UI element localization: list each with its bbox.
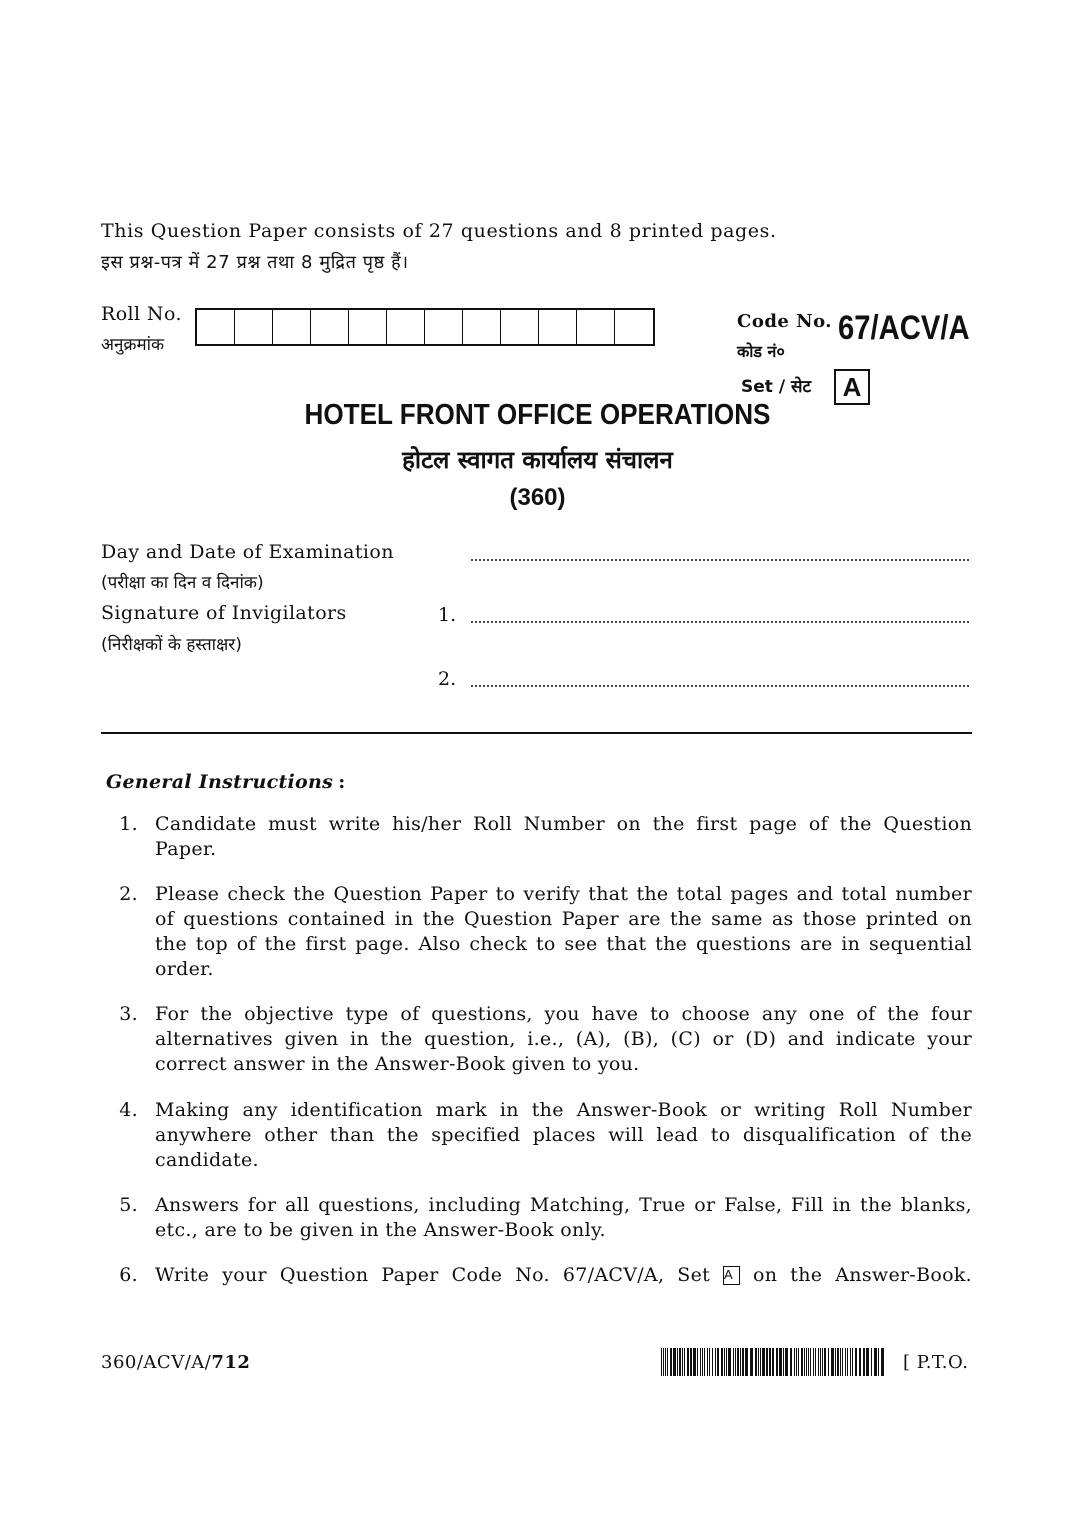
instructions-heading-colon: : [338,771,346,793]
roll-digit-box[interactable] [349,310,387,344]
barcode-bar [847,1348,848,1376]
barcode-bar [758,1348,759,1376]
subject-title-en: HOTEL FRONT OFFICE OPERATIONS [304,399,771,431]
barcode-bar [808,1348,809,1376]
instruction-text: For the objective type of questions, you have to choose any one of the four alternatives given in the question, i.e., (A), (B), (C) or (D) and indicate your correct answer in the Answer-Book given to you. [155,1003,972,1075]
code-label-hi: कोड नं० [737,342,785,361]
roll-number-boxes[interactable] [195,308,655,346]
roll-label-en: Roll No. [101,303,182,325]
exam-date-label-en: Day and Date of Examination [101,541,394,563]
barcode-bar [818,1348,819,1376]
barcode-bar [845,1348,846,1376]
barcode-bar [798,1348,799,1376]
barcode-bar [769,1348,771,1376]
barcode-bar [707,1348,708,1376]
paper-info-en: This Question Paper consists of 27 questions and 8 printed pages. [101,220,777,242]
barcode-bar [682,1348,683,1376]
invigilator-2-sign-field[interactable] [471,685,969,687]
invigilator-sign-label-en: Signature of Invigilators [101,602,347,624]
roll-digit-box[interactable] [539,310,577,344]
barcode-bar [850,1348,851,1376]
instruction-number: 4. [119,1099,138,1121]
barcode-bar [742,1348,744,1376]
roll-digit-box[interactable] [235,310,273,344]
roll-digit-box[interactable] [577,310,615,344]
barcode-bar [835,1348,836,1376]
instruction-item [100,1002,972,1077]
instruction-number: 1. [119,813,138,835]
roll-digit-box[interactable] [615,310,653,344]
barcode-bar [783,1348,784,1376]
roll-digit-box[interactable] [273,310,311,344]
barcode-bar [871,1348,872,1376]
footer-code-prefix: 360/ACV/A/ [101,1352,212,1373]
footer-code-number: 712 [211,1352,251,1373]
set-inline-box: A [723,1266,740,1285]
instruction-number: 6. [119,1264,138,1286]
roll-digit-box[interactable] [425,310,463,344]
instruction-text [155,1263,972,1288]
subject-title-hi: होटल स्वागत कार्यालय संचालन [402,446,673,474]
instruction-number: 3. [119,1003,138,1025]
barcode-bar [697,1348,698,1376]
barcode-bar [693,1348,696,1376]
instruction-text: Please check the Question Paper to verify that the total pages and total number of questions contained in the Question Paper are the same as those printed on the top of the first page. Also check to see that the questions are in sequential order. [155,883,972,980]
barcode-bar [679,1348,681,1376]
instruction-text: Making any identification mark in the Answer-Book or writing Roll Number anywhere other than the specified places will lead to disqualification of the candidate. [155,1099,972,1171]
barcode-bar [813,1348,814,1376]
invigilator-1-number: 1. [438,604,457,626]
pto-label: [ P.T.O. [903,1352,969,1373]
barcode-bar [661,1348,662,1376]
barcode-bar [745,1348,748,1376]
instruction-item [100,1193,972,1243]
barcode-bar [794,1348,795,1376]
barcode-bar [776,1348,778,1376]
barcode-bar [790,1348,792,1376]
instructions-heading-text: General Instructions [106,771,334,793]
roll-digit-box[interactable] [197,310,235,344]
barcode-bar [772,1348,774,1376]
barcode-bar [878,1348,879,1376]
barcode-bar [677,1348,678,1376]
barcode-bar [801,1348,803,1376]
barcode-bar [735,1348,736,1376]
barcode-bar [859,1348,861,1376]
barcode-bar [712,1348,713,1376]
barcode-bar [733,1348,734,1376]
instructions-heading [106,771,345,793]
barcode-bar [828,1348,829,1376]
divider [101,732,972,734]
instruction-number: 5. [119,1194,138,1216]
barcode-bar [670,1348,672,1376]
roll-digit-box[interactable] [463,310,501,344]
barcode-bar [740,1348,741,1376]
barcode-bar [785,1348,788,1376]
barcode-bar [874,1348,877,1376]
barcode-bar [750,1348,753,1376]
barcode-bar [721,1348,723,1376]
barcode-bar [702,1348,703,1376]
roll-digit-box[interactable] [501,310,539,344]
barcode-bar [866,1348,869,1376]
barcode-bar [815,1348,816,1376]
instruction-item [100,1263,972,1288]
instruction-text-before: Write your Question Paper Code No. 67/ACV/A, Set [155,1264,711,1286]
barcode-bar [766,1348,768,1376]
barcode-bar [673,1348,676,1376]
barcode-bar [822,1348,823,1376]
instruction-item [100,882,972,982]
set-box: A [834,369,870,405]
barcode-bar [852,1348,853,1376]
instruction-number: 2. [119,883,138,905]
invigilator-2-number: 2. [438,668,457,690]
instruction-text: Candidate must write his/her Roll Number on the first page of the Question Paper. [155,813,972,860]
barcode-bar [667,1348,668,1376]
roll-label-hi: अनुक्रमांक [101,335,165,355]
invigilator-1-sign-field[interactable] [471,621,969,623]
barcode-bar [837,1348,839,1376]
subject-code: (360) [509,484,566,511]
barcode-bar [820,1348,821,1376]
paper-info-hi: इस प्रश्न-पत्र में 27 प्रश्न तथा 8 मुद्रित पृष्ठ हैं। [101,252,409,273]
barcode-bar [762,1348,765,1376]
set-label: Set / सेट [741,377,812,397]
barcode-bar [690,1348,692,1376]
barcode-bar [687,1348,689,1376]
instruction-text: Answers for all questions, including Matching, True or False, Fill in the blanks, etc., are to be given in the Answer-Book only. [155,1194,972,1241]
exam-date-field[interactable] [471,559,969,561]
barcode-bar [728,1348,731,1376]
barcode-bar [840,1348,841,1376]
barcode-bar [804,1348,805,1376]
barcode-bar [810,1348,811,1376]
barcode-bar [715,1348,716,1376]
barcode-bar [796,1348,797,1376]
instruction-item [100,1098,972,1173]
barcode-bar [855,1348,857,1376]
barcode [661,1348,887,1376]
code-value: 67/ACV/A [838,309,970,347]
barcode-bar [760,1348,761,1376]
barcode-bar [755,1348,757,1376]
footer-paper-code [101,1352,250,1373]
barcode-bar [806,1348,807,1376]
barcode-bar [779,1348,782,1376]
barcode-bar [737,1348,739,1376]
barcode-bar [709,1348,710,1376]
barcode-bar [881,1348,884,1376]
barcode-bar [704,1348,705,1376]
barcode-bar [665,1348,666,1376]
barcode-bar [842,1348,843,1376]
roll-digit-box[interactable] [387,310,425,344]
barcode-bar [700,1348,701,1376]
instruction-text-after: on the Answer-Book. [753,1264,972,1286]
barcode-bar [684,1348,685,1376]
instruction-item [100,812,972,862]
barcode-bar [726,1348,727,1376]
barcode-bar [717,1348,719,1376]
code-label-en: Code No. [737,311,833,332]
barcode-bar [724,1348,725,1376]
barcode-bar [824,1348,826,1376]
exam-date-label-hi: (परीक्षा का दिन व दिनांक) [101,573,264,593]
barcode-bar [831,1348,834,1376]
barcode-bar [863,1348,865,1376]
barcode-bar [663,1348,664,1376]
invigilator-sign-label-hi: (निरीक्षकों के हस्ताक्षर) [101,635,242,655]
roll-digit-box[interactable] [311,310,349,344]
